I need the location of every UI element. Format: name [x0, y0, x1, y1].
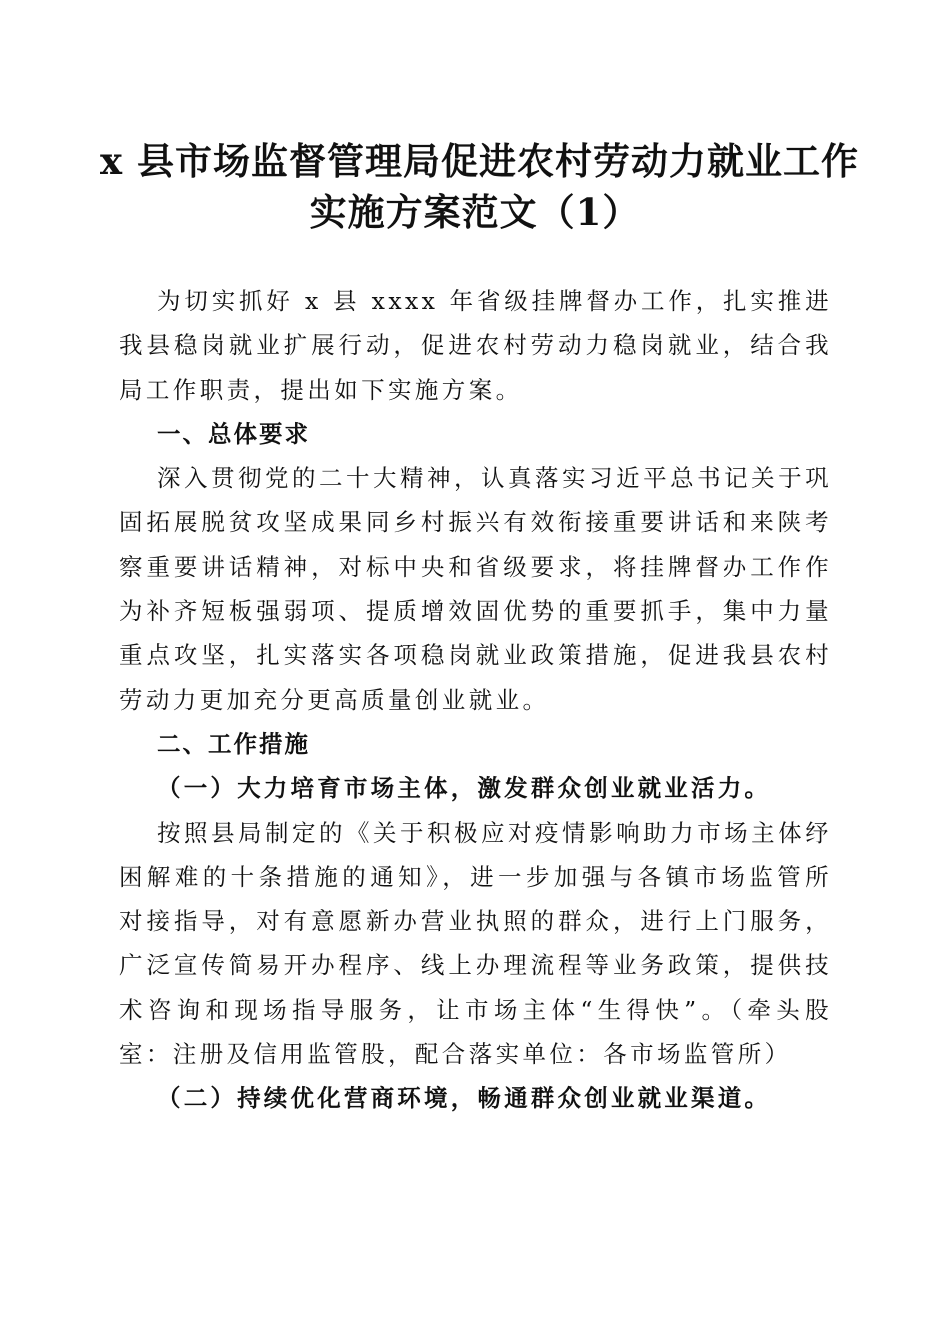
subsection-heading-1: （一）大力培育市场主体，激发群众创业就业活力。 [157, 774, 772, 803]
title-line-2: 实施方案范文（1） [309, 190, 641, 234]
document-title [100, 136, 859, 238]
document-body [119, 279, 832, 1121]
general-requirements-paragraph: 深入贯彻党的二十大精神，认真落实习近平总书记关于巩固拓展脱贫攻坚成果同乡村振兴有效衔接重要讲话和来陕考察重要讲话精神，对标中央和省级要求，将挂牌督办工作作为补齐短板强弱项、提质增效固优势的重要抓手，集中力量重点攻坚，扎实落实各项稳岗就业政策措施，促进我县农村劳动力更加充分更高质量创业就业。 [119, 464, 832, 714]
intro-paragraph: 为切实抓好 x 县 xxxx 年省级挂牌督办工作，扎实推进我县稳岗就业扩展行动，促进农村劳动力稳岗就业，结合我局工作职责，提出如下实施方案。 [119, 287, 832, 404]
title-line-1: x 县市场监督管理局促进农村劳动力就业工作 [100, 139, 859, 183]
section-heading-work-measures: 二、工作措施 [157, 729, 310, 758]
subsection-heading-2: （二）持续优化营商环境，畅通群众创业就业渠道。 [157, 1084, 772, 1113]
section-heading-general-requirements: 一、总体要求 [157, 419, 310, 448]
measure-1-paragraph: 按照县局制定的《关于积极应对疫情影响助力市场主体纾困解难的十条措施的通知》，进一步加强与各镇市场监管所对接指导，对有意愿新办营业执照的群众，进行上门服务，广泛宣传简易开办程序、线上办理流程等业务政策，提供技术咨询和现场指导服务，让市场主体“生得快”。（牵头股室：注册及信用监管股，配合落实单位：各市场监管所） [119, 818, 832, 1069]
